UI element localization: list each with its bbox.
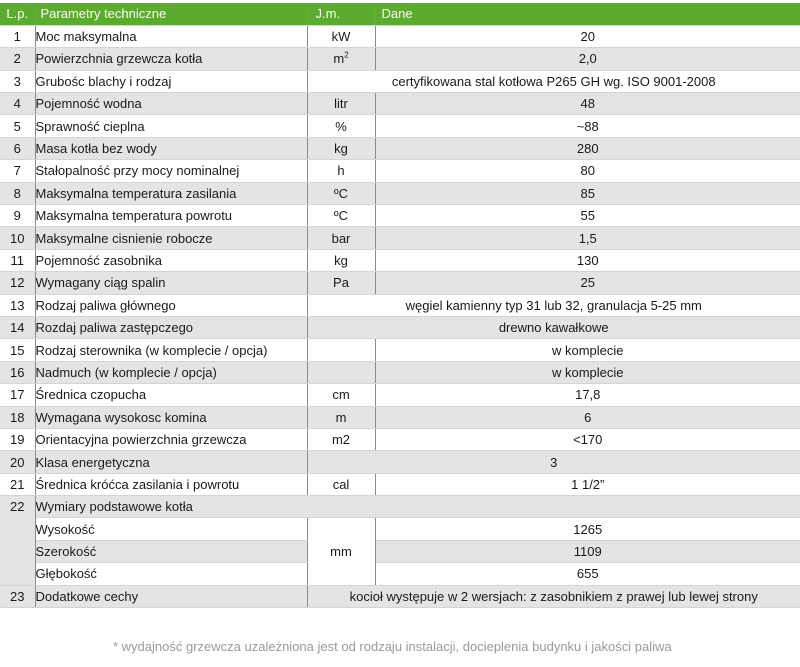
- unit-text: kg: [334, 252, 348, 268]
- row-value: 55: [375, 205, 800, 227]
- row-unit: [307, 205, 375, 227]
- table-row: [0, 227, 800, 249]
- row-parameter: Wymiary podstawowe kotła: [35, 496, 800, 518]
- table-row: [0, 115, 800, 137]
- unit-text: h: [337, 163, 345, 179]
- row-value: 6: [375, 406, 800, 428]
- row-number: 22: [0, 496, 35, 586]
- table-row: [0, 294, 800, 316]
- table-row: [0, 361, 800, 383]
- row-value: 2,0: [375, 48, 800, 70]
- row-parameter: Maksymalna temperatura powrotu: [35, 205, 307, 227]
- row-parameter: Orientacyjna powierzchnia grzewcza: [35, 428, 307, 450]
- table-header: [0, 3, 800, 25]
- dimension-value: 1265: [375, 518, 800, 540]
- row-number: 11: [0, 249, 35, 271]
- row-parameter: Rozdaj paliwa zastępczego: [35, 316, 307, 338]
- row-parameter: Rodzaj paliwa głównego: [35, 294, 307, 316]
- row-value: w komplecie: [375, 361, 800, 383]
- row-value: 1 1/2”: [375, 473, 800, 495]
- row-value: drewno kawałkowe: [307, 316, 800, 338]
- row-unit: [307, 361, 375, 383]
- row-unit: [307, 406, 375, 428]
- table-row: [0, 249, 800, 271]
- table-row: [0, 205, 800, 227]
- row-number: 15: [0, 339, 35, 361]
- row-number: 17: [0, 384, 35, 406]
- unit-text: kW: [331, 29, 351, 45]
- row-unit: [307, 25, 375, 47]
- row-value: 1,5: [375, 227, 800, 249]
- row-unit: [307, 227, 375, 249]
- spec-table: [0, 3, 800, 608]
- table-body: [0, 25, 800, 607]
- row-value: kocioł występuje w 2 wersjach: z zasobnikiem z prawej lub lewej strony: [307, 585, 800, 607]
- unit-text: m2: [331, 432, 351, 448]
- table-row: [0, 272, 800, 294]
- row-number: 20: [0, 451, 35, 473]
- header-unit: J.m.: [307, 3, 375, 25]
- table-row: [0, 316, 800, 338]
- row-value: 130: [375, 249, 800, 271]
- dimension-label: Szerokość: [35, 540, 307, 562]
- row-parameter: Maksymalna temperatura zasilania: [35, 182, 307, 204]
- header-lp: L.p.: [0, 3, 35, 25]
- row-value: certyfikowana stal kotłowa P265 GH wg. ISO 9001-2008: [307, 70, 800, 92]
- row-parameter: Moc maksymalna: [35, 25, 307, 47]
- row-value: <170: [375, 428, 800, 450]
- row-parameter: Maksymalne cisnienie robocze: [35, 227, 307, 249]
- unit-text: litr: [334, 96, 348, 112]
- row-parameter: Pojemność wodna: [35, 93, 307, 115]
- row-value: 80: [375, 160, 800, 182]
- table-row-dimension-item: [0, 518, 800, 540]
- header-param: Parametry techniczne: [35, 3, 307, 25]
- table-row: [0, 384, 800, 406]
- table-row: [0, 585, 800, 607]
- row-unit: [307, 115, 375, 137]
- table-row-dimension-item: [0, 540, 800, 562]
- unit-text: m: [333, 51, 345, 67]
- unit-text: ºC: [333, 185, 349, 201]
- row-value: 25: [375, 272, 800, 294]
- row-value: 17,8: [375, 384, 800, 406]
- row-value: 85: [375, 182, 800, 204]
- dimension-value: 1109: [375, 540, 800, 562]
- table-row: [0, 160, 800, 182]
- row-unit: [307, 137, 375, 159]
- row-value: 20: [375, 25, 800, 47]
- row-value: w komplecie: [375, 339, 800, 361]
- row-parameter: Sprawność cieplna: [35, 115, 307, 137]
- unit-text: kg: [334, 141, 348, 157]
- row-number: 18: [0, 406, 35, 428]
- row-parameter: Powierzchnia grzewcza kotła: [35, 48, 307, 70]
- row-number: 14: [0, 316, 35, 338]
- row-parameter: Wymagana wysokosc komina: [35, 406, 307, 428]
- row-unit: [307, 384, 375, 406]
- row-unit: [307, 48, 375, 70]
- row-unit: [307, 160, 375, 182]
- row-unit: [307, 473, 375, 495]
- table-row: [0, 473, 800, 495]
- row-value: węgiel kamienny typ 31 lub 32, granulacja 5-25 mm: [307, 294, 800, 316]
- row-number: 4: [0, 93, 35, 115]
- row-value: 3: [307, 451, 800, 473]
- row-parameter: Nadmuch (w komplecie / opcja): [35, 361, 307, 383]
- row-value: 280: [375, 137, 800, 159]
- row-parameter: Rodzaj sterownika (w komplecie / opcja): [35, 339, 307, 361]
- row-unit: [307, 339, 375, 361]
- dimension-label: Wysokość: [35, 518, 307, 540]
- table-row: [0, 137, 800, 159]
- row-parameter: Średnica czopucha: [35, 384, 307, 406]
- row-value: ~88: [375, 115, 800, 137]
- row-parameter: Dodatkowe cechy: [35, 585, 307, 607]
- unit-text: ºC: [333, 208, 349, 224]
- table-row: [0, 406, 800, 428]
- row-unit: [307, 249, 375, 271]
- table-row: [0, 182, 800, 204]
- row-number: 19: [0, 428, 35, 450]
- unit-text: %: [335, 118, 347, 134]
- row-number: 10: [0, 227, 35, 249]
- unit-text: cal: [332, 476, 350, 492]
- table-row: [0, 93, 800, 115]
- table-row: [0, 339, 800, 361]
- unit-text: bar: [331, 230, 351, 246]
- row-value: 48: [375, 93, 800, 115]
- row-number: 5: [0, 115, 35, 137]
- row-number: 16: [0, 361, 35, 383]
- table-row-dimension-item: [0, 563, 800, 585]
- row-number: 7: [0, 160, 35, 182]
- row-number: 2: [0, 48, 35, 70]
- table-row-dimensions: [0, 496, 800, 518]
- row-number: 9: [0, 205, 35, 227]
- row-number: 8: [0, 182, 35, 204]
- row-unit: [307, 272, 375, 294]
- dimension-label: Głębokość: [35, 563, 307, 585]
- row-parameter: Średnica króćca zasilania i powrotu: [35, 473, 307, 495]
- row-number: 23: [0, 585, 35, 607]
- unit-text: m: [335, 409, 347, 425]
- header-data: Dane: [375, 3, 800, 25]
- row-number: 1: [0, 25, 35, 47]
- footnote: * wydajność grzewcza uzależniona jest od rodzaju instalacji, docieplenia budynku i jakości paliwa: [113, 639, 672, 654]
- row-number: 6: [0, 137, 35, 159]
- row-parameter: Stałopalność przy mocy nominalnej: [35, 160, 307, 182]
- table-row: [0, 48, 800, 70]
- row-parameter: Wymagany ciąg spalin: [35, 272, 307, 294]
- row-number: 13: [0, 294, 35, 316]
- table-row: [0, 428, 800, 450]
- row-parameter: Grubośc blachy i rodzaj: [35, 70, 307, 92]
- unit-text: cm: [332, 387, 350, 403]
- dimension-value: 655: [375, 563, 800, 585]
- row-number: 3: [0, 70, 35, 92]
- row-unit: [307, 93, 375, 115]
- table-row: [0, 451, 800, 473]
- table-row: [0, 70, 800, 92]
- row-unit: [307, 428, 375, 450]
- row-parameter: Pojemność zasobnika: [35, 249, 307, 271]
- row-unit: [307, 182, 375, 204]
- row-parameter: Klasa energetyczna: [35, 451, 307, 473]
- unit-superscript: 2: [344, 51, 349, 61]
- row-parameter: Masa kotła bez wody: [35, 137, 307, 159]
- row-number: 12: [0, 272, 35, 294]
- table-row: [0, 25, 800, 47]
- dimension-unit: mm: [307, 518, 375, 585]
- unit-text: Pa: [333, 275, 349, 291]
- row-number: 21: [0, 473, 35, 495]
